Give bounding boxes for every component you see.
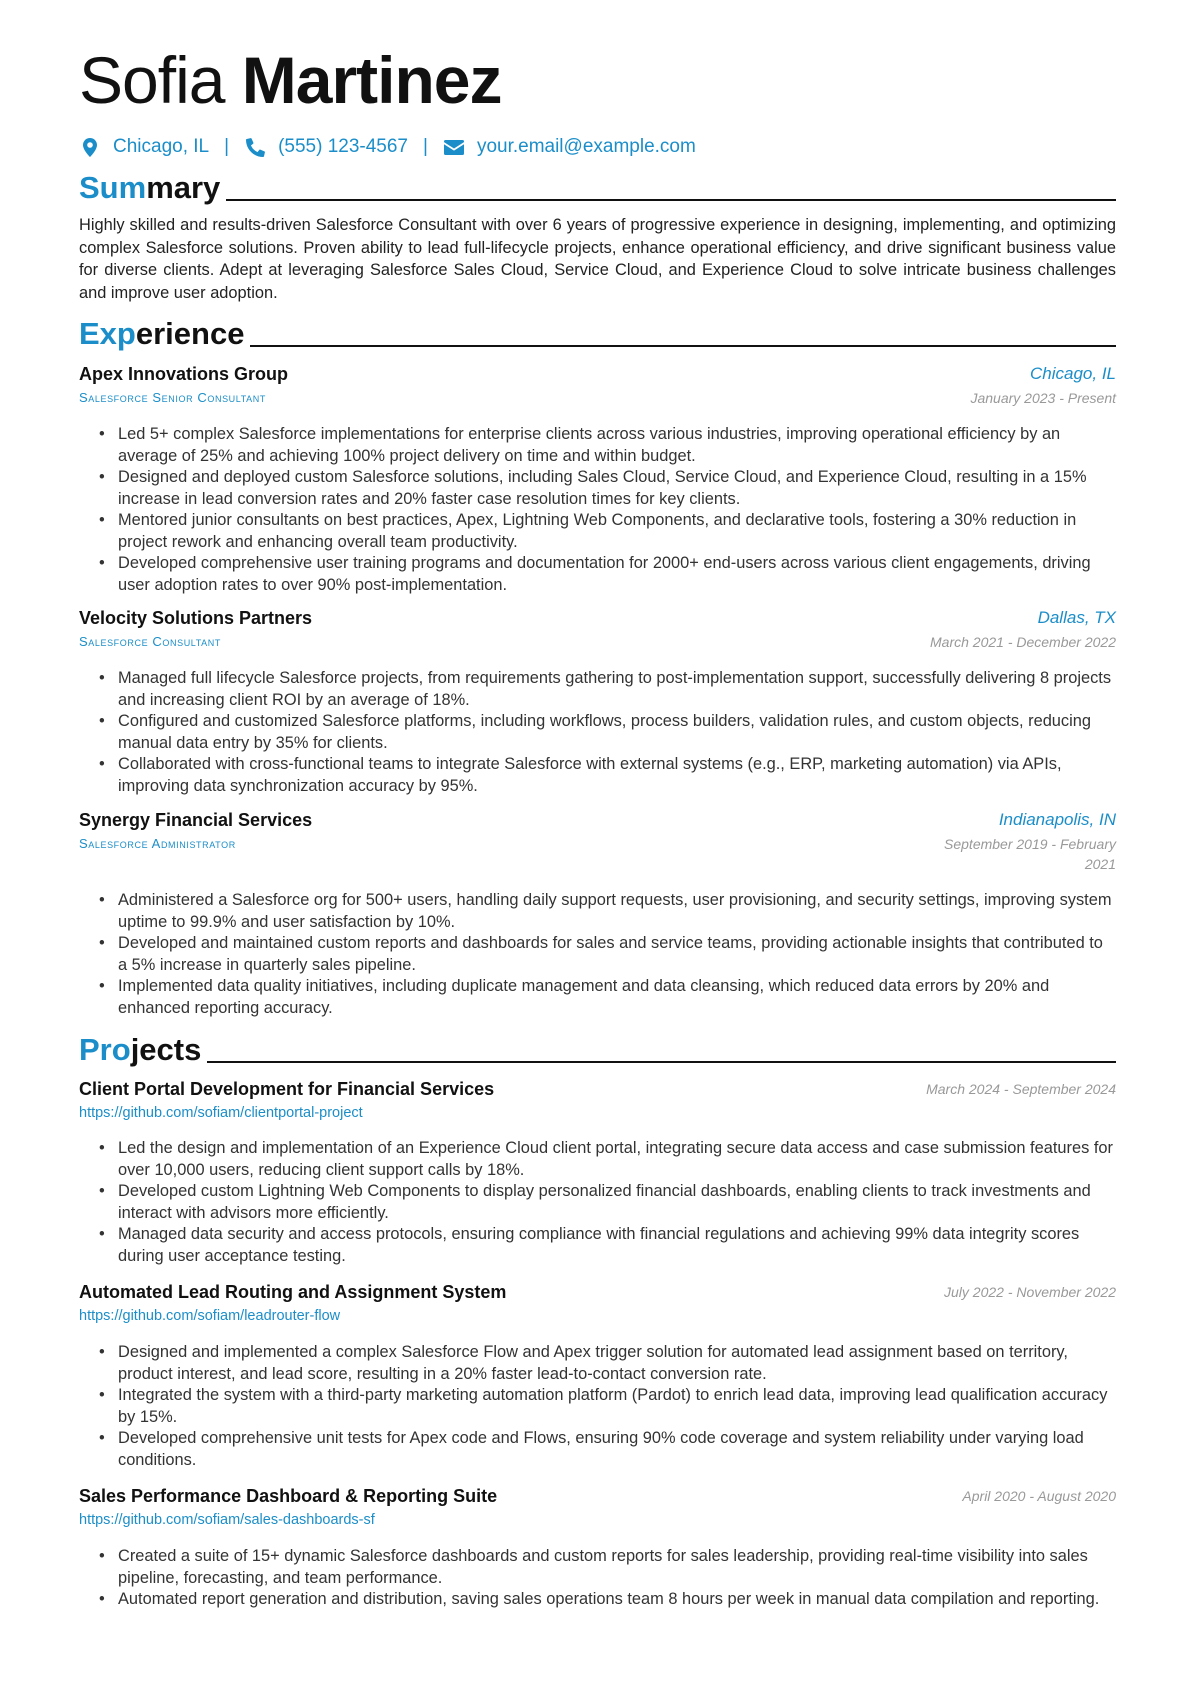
contact-location: Chicago, IL (113, 136, 210, 157)
section-rule (226, 199, 1116, 201)
experience-bullets (99, 890, 1116, 1019)
contact-separator: | (224, 136, 230, 157)
experience-role: Salesforce Consultant (79, 634, 221, 649)
bullet-item: • Developed and maintained custom reports and dashboards for sales and service teams, providing actionable insights that contributed to a 5% increase in quarterly sales pipeline. (99, 933, 1116, 976)
experience-location: Chicago, IL (1030, 364, 1116, 383)
section-title: Summary (79, 170, 221, 205)
phone-icon (244, 136, 266, 158)
bullet-item: • Managed full lifecycle Salesforce projects, from requirements gathering to post-implementation support, successfully delivering 8 projects and increasing client ROI by an average of 18%. (99, 668, 1116, 711)
experience-bullets (99, 424, 1116, 596)
project-title: Client Portal Development for Financial Services (79, 1079, 495, 1099)
bullet-item: • Administered a Salesforce org for 500+ users, handling daily support requests, user provisioning, and security settings, improving system uptime to 99.9% and user satisfaction by 10%. (99, 890, 1116, 933)
candidate-name (79, 40, 502, 120)
projects-heading (79, 1030, 1116, 1070)
experience-company: Velocity Solutions Partners (79, 608, 313, 628)
experience-location: Indianapolis, IN (998, 810, 1116, 829)
bullet-item: • Collaborated with cross-functional teams to integrate Salesforce with external systems (e.g., ERP, marketing automation) via APIs, improving data synchronization accuracy by 95%. (99, 754, 1116, 797)
bullet-item: • Configured and customized Salesforce platforms, including workflows, process builders, validation rules, and custom objects, reducing manual data entry by 35% for clients. (99, 711, 1116, 754)
summary-heading (79, 168, 1116, 208)
summary-text: Highly skilled and results-driven Salesforce Consultant with over 6 years of progressive experience in designing, implementing, and optimizing complex Salesforce solutions. Proven ability to lead full-lifecycle projects, enhance operational efficiency, and drive significant business value for diverse clients. Adept at leveraging Salesforce Sales Cloud, Service Cloud, and Experience Cloud to solve intricate business challenges and improve user adoption. (79, 216, 1116, 302)
bullet-item: • Developed custom Lightning Web Components to display personalized financial dashboards, enabling clients to track investments and interact with advisors more efficiently. (99, 1181, 1116, 1224)
bullet-item: • Managed data security and access protocols, ensuring compliance with financial regulations and achieving 99% data integrity scores during user acceptance testing. (99, 1224, 1116, 1267)
experience-company: Synergy Financial Services (79, 810, 313, 830)
project-bullets (99, 1546, 1116, 1611)
experience-role: Salesforce Administrator (79, 836, 236, 851)
section-rule (207, 1061, 1116, 1063)
experience-role: Salesforce Senior Consultant (79, 390, 266, 405)
project-bullets (99, 1342, 1116, 1471)
last-name: Martinez (241, 43, 502, 117)
contact-separator: | (423, 136, 428, 157)
section-rule (250, 345, 1116, 347)
project-dates: April 2020 - August 2020 (962, 1488, 1116, 1504)
project-title: Sales Performance Dashboard & Reporting Suite (79, 1486, 498, 1506)
bullet-item: • Designed and deployed custom Salesforce solutions, including Sales Cloud, Service Cloud, and Experience Cloud, resulting in a 15% increase in lead conversion rates and 20% faster case resolution times for key clients. (99, 467, 1116, 510)
bullet-item: • Implemented data quality initiatives, including duplicate management and data cleansing, which reduced data errors by 20% and enhanced reporting accuracy. (99, 976, 1116, 1019)
experience-heading (79, 314, 1116, 354)
project-link[interactable]: https://github.com/sofiam/sales-dashboards-sf (79, 1512, 375, 1528)
bullet-item: • Automated report generation and distribution, saving sales operations team 8 hours per week in manual data compilation and reporting. (99, 1589, 1116, 1611)
project-bullets (99, 1138, 1116, 1267)
first-name: Sofia (79, 43, 225, 117)
bullet-item: • Integrated the system with a third-party marketing automation platform (Pardot) to enrich lead data, improving lead qualification accuracy by 15%. (99, 1385, 1116, 1428)
project-link[interactable]: https://github.com/sofiam/clientportal-project (79, 1105, 363, 1121)
contact-email[interactable]: your.email@example.com (476, 136, 696, 157)
section-title: Experience (79, 316, 245, 351)
project-dates: July 2022 - November 2022 (944, 1284, 1116, 1300)
section-title: Projects (79, 1032, 202, 1067)
contact-line (79, 132, 696, 162)
bullet-item: • Led the design and implementation of an Experience Cloud client portal, integrating secure data access and case submission features for over 10,000 users, reducing client support calls by 18%. (99, 1138, 1116, 1181)
bullet-item: • Led 5+ complex Salesforce implementations for enterprise clients across various industries, improving operational efficiency by an average of 25% and achieving 100% project delivery on time and within budget. (99, 424, 1116, 467)
experience-dates: March 2021 - December 2022 (930, 634, 1116, 650)
experience-company: Apex Innovations Group (79, 364, 289, 384)
bullet-item: • Mentored junior consultants on best practices, Apex, Lightning Web Components, and declarative tools, fostering a 30% reduction in project rework and enhancing overall team productivity. (99, 510, 1116, 553)
experience-dates: September 2019 - February 2021 (944, 836, 1116, 872)
bullet-item: • Created a suite of 15+ dynamic Salesforce dashboards and custom reports for sales leadership, providing real-time visibility into sales pipeline, forecasting, and team performance. (99, 1546, 1116, 1589)
experience-bullets (99, 668, 1116, 797)
experience-location: Dallas, TX (1037, 608, 1116, 627)
project-dates: March 2024 - September 2024 (926, 1081, 1116, 1097)
bullet-item: • Developed comprehensive unit tests for Apex code and Flows, ensuring 90% code coverage and system reliability under varying load conditions. (99, 1428, 1116, 1471)
envelope-icon (443, 136, 465, 158)
contact-phone[interactable]: (555) 123-4567 (278, 136, 408, 157)
bullet-item: • Developed comprehensive user training programs and documentation for 2000+ end-users across various client engagements, driving user adoption rates to over 90% post-implementation. (99, 553, 1116, 596)
map-pin-icon (79, 136, 101, 158)
project-title: Automated Lead Routing and Assignment System (79, 1282, 507, 1302)
project-link[interactable]: https://github.com/sofiam/leadrouter-flow (79, 1308, 341, 1324)
experience-dates: January 2023 - Present (970, 390, 1116, 406)
bullet-item: • Designed and implemented a complex Salesforce Flow and Apex trigger solution for automated lead assignment based on territory, product interest, and lead score, resulting in a 20% faster lead-to-contact conversion rate. (99, 1342, 1116, 1385)
